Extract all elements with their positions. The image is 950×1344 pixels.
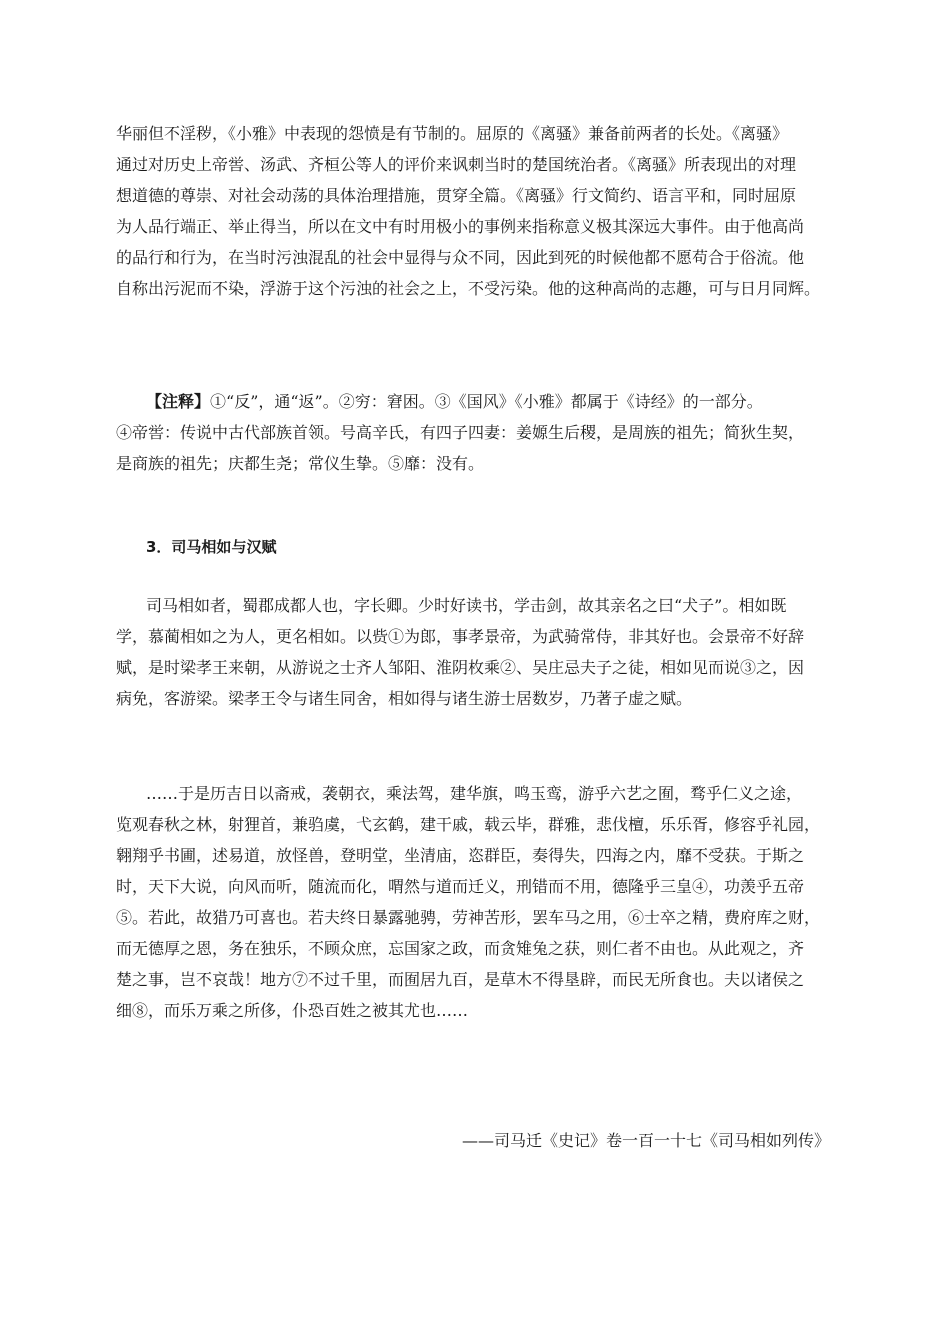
text-line: 的品行和行为，在当时污浊混乱的社会中显得与众不同，因此到死的时候他都不愿苟合于俗流。他 (116, 248, 805, 267)
text-line: ⑤。若此，故猎乃可喜也。若夫终日暴露驰骋，劳神苦形，罢车马之用，⑥士卒之精，费府库之财， (116, 908, 821, 927)
text-line: 时，天下大说，向风而听，随流而化，喟然与道而迁义，刑错而不用，德隆乎三皇④，功羡乎五帝 (116, 877, 805, 896)
source-citation: ——司马迁《史记》卷一百一十七《司马相如列传》 (461, 1131, 830, 1150)
text-line: ④帝喾：传说中古代部族首领。号高辛氏，有四子四妻：姜嫄生后稷，是周族的祖先；简狄生契， (116, 423, 805, 442)
text-line: 想道德的尊崇、对社会动荡的具体治理措施，贯穿全篇。《离骚》行文简约、语言平和，同时屈原 (116, 186, 797, 205)
text-line: 为人品行端正、举止得当，所以在文中有时用极小的事例来指称意义极其深远大事件。由于他高尚 (116, 217, 805, 236)
paragraph-lisao-commentary (116, 118, 836, 304)
text-line: 翱翔乎书圃，述易道，放怪兽，登明堂，坐清庙，恣群臣，奏得失，四海之内，靡不受获。于斯之 (116, 846, 805, 865)
text-line: 华丽但不淫秽，《小雅》中表现的怨愤是有节制的。屈原的《离骚》兼备前两者的长处。《离骚》 (116, 124, 789, 143)
annotation-text: ①“反”，通“返”。②穷：窘困。③《国风》《小雅》都属于《诗经》的一部分。 (210, 392, 763, 411)
text-line: 楚之事，岂不哀哉！地方⑦不过千里，而囿居九百，是草木不得垦辟，而民无所食也。夫以诸侯之 (116, 970, 805, 989)
text-line: 学，慕蔺相如之为人，更名相如。以赀①为郎，事孝景帝，为武骑常侍，非其好也。会景帝不好辞 (116, 627, 805, 646)
text-line: 病免，客游梁。梁孝王令与诸生同舍，相如得与诸生游士居数岁，乃著子虚之赋。 (116, 689, 693, 708)
text-line: ……于是历吉日以斋戒，袭朝衣，乘法驾，建华旗，鸣玉鸾，游乎六艺之囿，骛乎仁义之途， (146, 784, 803, 803)
text-line: 而无德厚之恩，务在独乐，不顾众庶，忘国家之政，而贪雉兔之获，则仁者不由也。从此观之，齐 (116, 939, 805, 958)
text-line (116, 386, 836, 417)
annotation-label: 【注释】 (146, 392, 211, 411)
text-line: 司马相如者，蜀郡成都人也，字长卿。少时好读书，学击剑，故其亲名之曰“犬子”。相如既 (146, 596, 787, 615)
paragraph-fu-excerpt (116, 778, 836, 1026)
text-line: 览观春秋之林，射狸首，兼驺虞，弋玄鹤，建干戚，载云毕，群雅，悲伐檀，乐乐胥，修容乎礼园， (116, 815, 821, 834)
text-line: 是商族的祖先；庆都生尧；常仪生挚。⑤靡：没有。 (116, 454, 485, 473)
text-line: 自称出污泥而不染，浮游于这个污浊的社会之上，不受污染。他的这种高尚的志趣，可与日月同辉。 (116, 279, 821, 298)
text-line: 赋，是时梁孝王来朝，从游说之士齐人邹阳、淮阴枚乘②、吴庄忌夫子之徒，相如见而说③之，因 (116, 658, 805, 677)
text-line: 通过对历史上帝喾、汤武、齐桓公等人的评价来讽刺当时的楚国统治者。《离骚》所表现出的对理 (116, 155, 797, 174)
annotation-notes (116, 386, 836, 479)
section-heading: 3．司马相如与汉赋 (146, 538, 277, 556)
paragraph-sima-xiangru-bio (116, 590, 836, 714)
text-line: 细⑧，而乐万乘之所侈，仆恐百姓之被其尤也…… (116, 1001, 469, 1020)
